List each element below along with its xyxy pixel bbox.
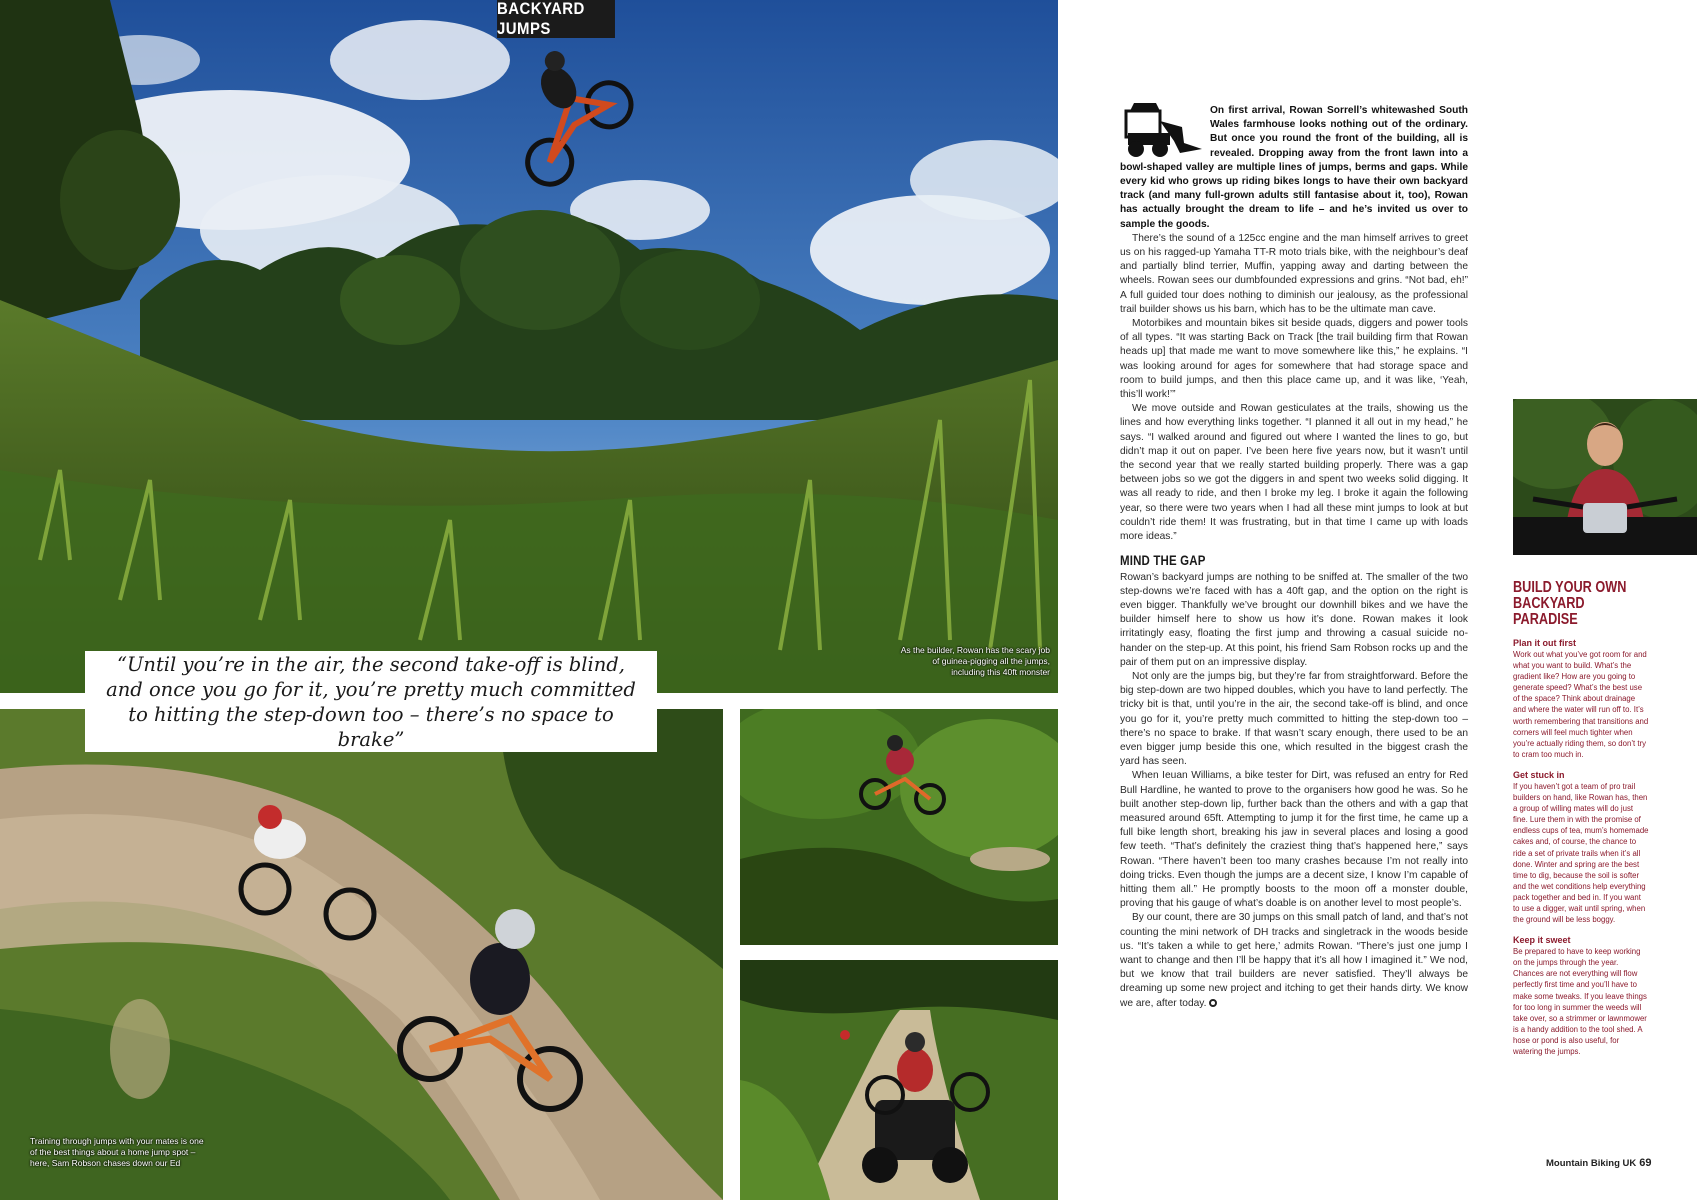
tip-body: Be prepared to have to keep working on the jumps through the year. Chances are not everything will flow perfectly first time and you’ll have to make some tweaks. If you leave things for too long in summer the weeds will take over, so a strimmer or lawnmower is a handy addition to the tool shed. A hose or pond is also useful, for watering the jumps. xyxy=(1513,947,1647,1056)
page-folio xyxy=(1546,1157,1652,1169)
magazine-name: Mountain Biking UK xyxy=(1546,1158,1637,1169)
portrait-photo-graphic xyxy=(1513,399,1697,555)
bottom-left-caption: Training through jumps with your mates is one of the best things about a home jump spot – here, Sam Robson chases down our Ed xyxy=(30,1136,204,1168)
sidebar-title: BUILD YOUR OWN BACKYARD PARADISE xyxy=(1513,579,1627,628)
article-paragraph: Not only are the jumps big, but they’re far from straightforward. Before the big step-down are two hipped doubles, which you have to land perfectly. The tricky bit is that, until you’re in the air, the second take-off is blind, and once you go for it, you’re pretty much committed to hitting the step-down too – there’s no space to brake. If that wasn’t scary enough, there used to be an even bigger jump beside this one, which resulted in the biggest crash the yard has seen. xyxy=(1120,670,1468,768)
tip-heading: Keep it sweet xyxy=(1513,935,1571,946)
article-paragraph: When Ieuan Williams, a bike tester for Dirt, was refused an entry for Red Bull Hardline, he wanted to prove to the organisers how good he was. So he built another step-down lip, further back than the others and with a gap that measured around 65ft. Attempting to jump it for the first time, he came up a full bike length short, breaking his jaw in several places and losing a good few teeth. “That’s definitely the craziest thing that’s happened here,” says Rowan. “There haven’t been too many crashes because I’m not really into doing tricks. Even though the jumps are a decent size, I know I’m capable of hitting them all.” He promptly boosts to the moon off a monster double, proving that his gauge of what’s doable is on another level to most people’s. xyxy=(1120,770,1468,910)
article-paragraph: Rowan’s backyard jumps are nothing to be sniffed at. The smaller of the two step-downs we’re faced with has a 40ft gap, and the option on the right is even bigger. Thankfully we’ve brought our downhill bikes and we have the builder himself here to show us how it’s done. Rowan makes it look irritatingly easy, floating the first jump and throwing a casual suicide no-hander on the step-up. At this point, his friend Sam Robson rocks up and the pair of them put on an impressive display. xyxy=(1120,571,1468,668)
article-paragraph-last xyxy=(1120,911,1468,1010)
article-body xyxy=(1120,104,1468,1011)
tip-body: Work out what you’ve got room for and what you want to build. What’s the gradient like? How are you going to generate speed? What’s the best use of the space? Think about drainage and where the water will run off to. It’s worth remembering that transitions and corners will feel much tighter when you’re actually riding them, so don’t try to cram too much in. xyxy=(1513,650,1649,759)
pull-quote-text: “Until you’re in the air, the second take-off is blind, and once you go for it, you’re pretty much committed to hitting the step-down too – there’s no space to brake” xyxy=(106,652,636,751)
article-paragraph: There’s the sound of a 125cc engine and the man himself arrives to greet us on his ragged-up Yamaha TT-R moto trials bike, with the neighbour’s deaf and partially blind terrier, Muffin, yapping away and darting between the wheels. Rowan sees our dumbfounded expressions and grins. “Not bad, eh!” A full guided tour does nothing to diminish our jealousy, as the professional trail builder shows us his barn, which has to be the ultimate man cave. xyxy=(1120,232,1468,315)
hero-photo-graphic xyxy=(0,0,1058,693)
low-right-photo xyxy=(740,960,1058,1200)
article-paragraph: We move outside and Rowan gesticulates at the trails, showing us the lines and how everything links together. “I planned it all out in my head,” he says. “I walked around and figured out where I wanted the lines to go, but didn’t map it out on paper. I’ve been here five years now, but it wasn’t until the second year that we really started building properly. There was a gap between jobs so we got the diggers in and spent two weeks solid digging. It was all ready to ride, and then I broke my leg. I broke it again the following year, so there were two years when I had all these mint jumps to look at but couldn’t ride them! It was frustrating, but in that time I came up with loads more ideas.” xyxy=(1120,403,1468,543)
sidebar-tips xyxy=(1513,580,1649,1057)
bottom-left-photo-graphic xyxy=(0,709,723,1200)
end-mark-icon xyxy=(1209,999,1217,1007)
mid-right-photo xyxy=(740,709,1058,945)
portrait-photo xyxy=(1513,399,1697,555)
pull-quote xyxy=(85,651,657,752)
article-intro: On first arrival, Rowan Sorrell’s whitewashed South Wales farmhouse looks nothing out of the ordinary. But once you round the front of the building, all is revealed. Dropping away from the front lawn into a bowl-shaped valley are multiple lines of jumps, berms and gaps. While every kid who grows up riding bikes longs to have their own backyard track (and many full-grown adults still fantasise about it, too), Rowan has actually brought the dream to life – and he’s invited us over to sample the goods. xyxy=(1120,105,1468,230)
section-tag: BACKYARD JUMPS xyxy=(497,0,615,38)
article-paragraph: Motorbikes and mountain bikes sit beside quads, diggers and power tools of all types. “It was starting Back on Track [the trail building firm that Rowan heads up] that made me want to move somewhere like this,” he explains. “I was looking around for ages for somewhere that had storage space and room to build jumps, and then this place came up, and it was like, ‘Yeah, this’ll work!’” xyxy=(1120,318,1468,401)
low-right-photo-graphic xyxy=(740,960,1058,1200)
page-number: 69 xyxy=(1639,1157,1652,1169)
mid-right-photo-graphic xyxy=(740,709,1058,945)
article-closing-text: By our count, there are 30 jumps on this small patch of land, and that’s not counting the mini network of DH tracks and singletrack in the woods beside us. “It’s taken a while to get here,’ admits Rowan. “There’s just one jump I want to change and then I’ll be happy that it’s all how I imagined it.” We nod, but we know that trail builders are never satisfied. They’ll always be dreaming up some new project and itching to get their hands dirty. We know we are, after today. xyxy=(1120,912,1468,1009)
hero-caption: As the builder, Rowan has the scary job of guinea-pigging all the jumps, including this 40ft monster xyxy=(900,645,1050,677)
bottom-left-photo xyxy=(0,709,723,1200)
tip-heading: Plan it out first xyxy=(1513,638,1576,648)
hero-photo xyxy=(0,0,1058,693)
article-subhead: MIND THE GAP xyxy=(1120,553,1206,569)
tip-heading: Get stuck in xyxy=(1513,769,1565,780)
tip-body: If you haven’t got a team of pro trail builders on hand, like Rowan has, then a group of willing mates will do just fine. Lure them in with the promise of endless cups of tea, mum’s homemade cakes and, of course, the chance to ride a set of private trails when it’s all done. Winter and spring are the best time to dig, because the soil is softer and the wet conditions help everything pack together and bed in. If you want to use a digger, wait until spring, when the ground will be less boggy. xyxy=(1513,781,1649,925)
